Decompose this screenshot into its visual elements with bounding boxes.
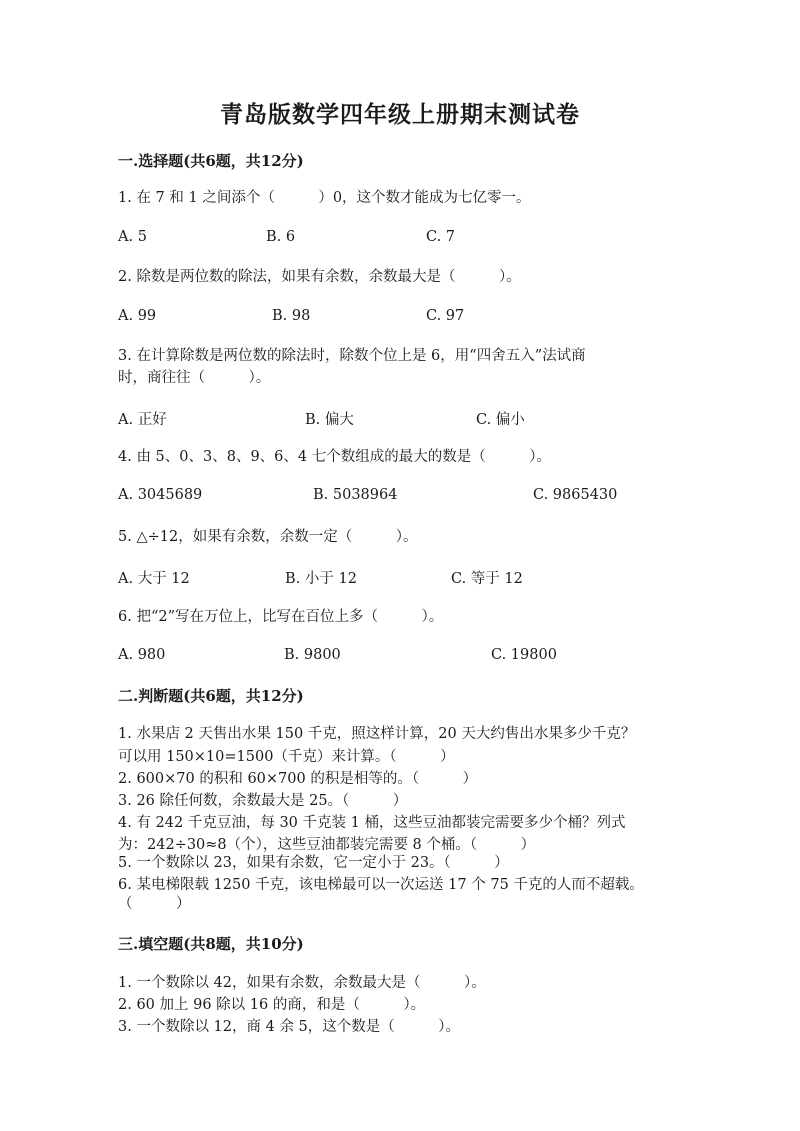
question-text: 6. 把“2”写在万位上，比写在百位上多（ ）。: [118, 609, 444, 625]
question-text: 1. 在 7 和 1 之间添个（ ）0，这个数才能成为七亿零一。: [118, 190, 531, 206]
judge-line: 5. 一个数除以 23，如果有余数，它一定小于 23。（ ）: [118, 855, 509, 871]
option-a: A. 99: [118, 308, 157, 324]
question-text: 5. △÷12，如果有余数，余数一定（ ）。: [118, 529, 418, 545]
option-b: B. 98: [272, 308, 311, 324]
option-b: B. 5038964: [313, 487, 398, 503]
option-a: A. 正好: [118, 412, 167, 428]
option-b: B. 6: [266, 229, 296, 245]
option-c: C. 7: [426, 229, 456, 245]
option-c: C. 19800: [491, 647, 557, 663]
option-a: A. 大于 12: [118, 571, 190, 587]
option-a: A. 5: [118, 229, 147, 245]
section-heading-choice: 一.选择题(共6题，共12分): [118, 152, 304, 170]
option-c: C. 9865430: [533, 487, 618, 503]
judge-line: 2. 600×70 的积和 60×700 的积是相等的。（ ）: [118, 771, 478, 787]
option-b: B. 偏大: [305, 412, 354, 428]
option-c: C. 等于 12: [451, 571, 523, 587]
judge-line: 3. 26 除任何数，余数最大是 25。（ ）: [118, 793, 408, 809]
section-heading-judge: 二.判断题(共6题，共12分): [118, 687, 304, 705]
question-text-line2: 时，商往往（ ）。: [118, 370, 271, 386]
question-text-line1: 3. 在计算除数是两位数的除法时，除数个位上是 6，用“四舍五入”法试商: [118, 348, 586, 364]
judge-line: （ ）: [118, 896, 191, 912]
option-a: A. 3045689: [118, 487, 203, 503]
option-c: C. 97: [426, 308, 465, 324]
option-b: B. 小于 12: [285, 571, 357, 587]
fill-line: 1. 一个数除以 42，如果有余数，余数最大是（ ）。: [118, 975, 486, 991]
fill-line: 3. 一个数除以 12，商 4 余 5，这个数是（ ）。: [118, 1019, 461, 1035]
judge-line: 6. 某电梯限载 1250 千克，该电梯最可以一次运送 17 个 75 千克的人而不超载。: [118, 877, 644, 893]
option-a: A. 980: [118, 647, 166, 663]
option-c: C. 偏小: [476, 412, 525, 428]
option-b: B. 9800: [284, 647, 341, 663]
judge-line: 4. 有 242 千克豆油，每 30 千克装 1 桶，这些豆油都装完需要多少个桶？列式: [118, 815, 626, 831]
section-heading-fill: 三.填空题(共8题，共10分): [118, 935, 304, 953]
question-text: 2. 除数是两位数的除法，如果有余数，余数最大是（ ）。: [118, 269, 521, 285]
judge-line: 可以用 150×10=1500（千克）来计算。（ ）: [118, 749, 455, 765]
question-text: 4. 由 5、0、3、8、9、6、4 七个数组成的最大的数是（ ）。: [118, 449, 551, 465]
fill-line: 2. 60 加上 96 除以 16 的商，和是（ ）。: [118, 997, 426, 1013]
judge-line: 1. 水果店 2 天售出水果 150 千克，照这样计算，20 天大约售出水果多少千克？: [118, 726, 636, 742]
page-title: 青岛版数学四年级上册期末测试卷: [220, 101, 580, 128]
judge-line: 为：242÷30≈8（个），这些豆油都装完需要 8 个桶。（ ）: [118, 837, 536, 853]
